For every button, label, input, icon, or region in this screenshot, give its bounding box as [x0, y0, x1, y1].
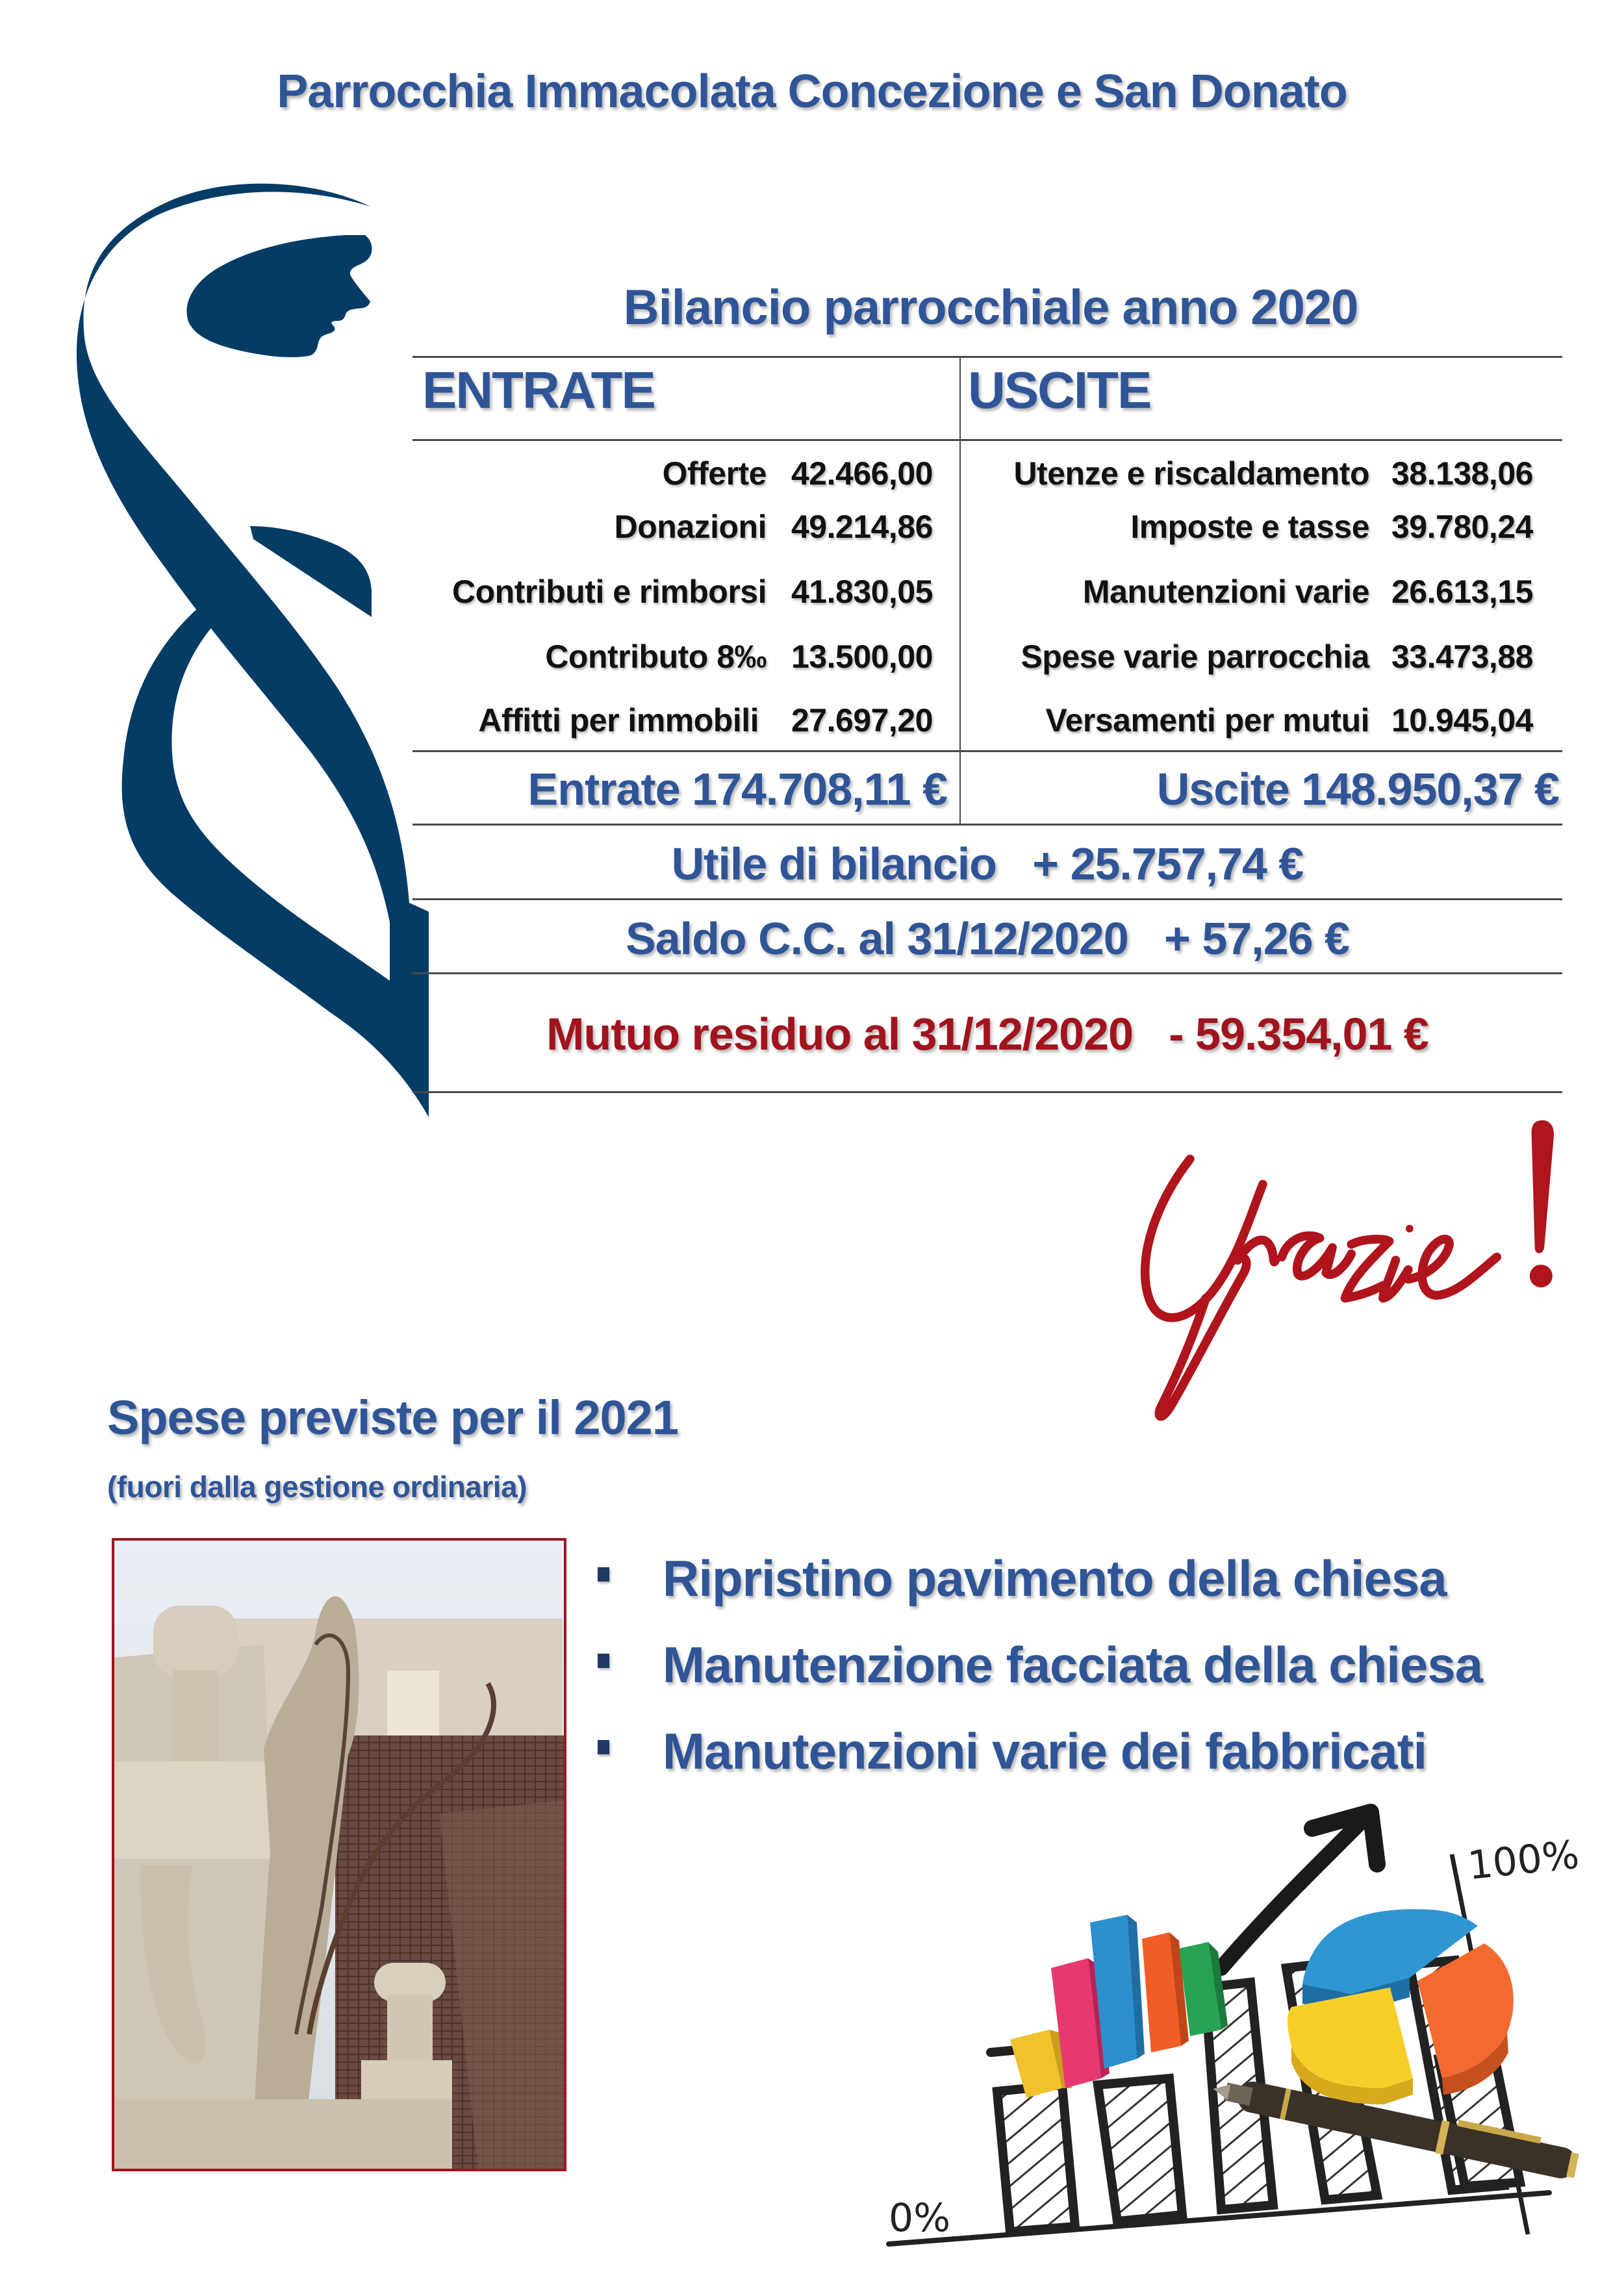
item-value: 27.697,20: [791, 702, 933, 738]
item-value: 49.214,86: [791, 509, 933, 545]
utile-di-bilancio: Utile di bilancio + 25.757,74 €: [671, 839, 1304, 889]
madonna-logo-icon: [65, 175, 429, 1117]
table-divider: [412, 1091, 1562, 1093]
entrate-heading: ENTRATE: [422, 361, 655, 419]
item-value: 39.780,24: [1391, 509, 1533, 545]
page-title: Parrocchia Immacolata Concezione e San Donato: [277, 66, 1347, 118]
table-divider: [412, 750, 1562, 752]
mutuo-residuo: Mutuo residuo al 31/12/2020 - 59.354,01 €: [546, 1009, 1428, 1059]
item-label: Utenze e riscaldamento: [1013, 455, 1369, 492]
item-value: 10.945,04: [1391, 702, 1533, 738]
axis-max-label: 100%: [1465, 1832, 1582, 1889]
balance-title: Bilancio parrocchiale anno 2020: [623, 280, 1358, 335]
axis-min-label: 0%: [889, 2195, 951, 2241]
square-bullet-icon: [598, 1740, 609, 1754]
table-divider: [412, 356, 1562, 358]
item-value: 41.830,05: [791, 574, 933, 610]
item-label: Contributi e rimborsi: [452, 574, 767, 610]
item-value: 42.466,00: [791, 455, 933, 492]
item-label: Imposte e tasse: [1130, 509, 1369, 545]
item-label: Donazioni: [614, 509, 767, 545]
uscite-heading: USCITE: [968, 361, 1151, 419]
growth-chart-illustration-icon: [870, 1793, 1611, 2286]
item-value: 38.138,06: [1391, 455, 1533, 492]
square-bullet-icon: [598, 1654, 609, 1668]
damaged-ornament-image-icon: [114, 1541, 564, 2169]
item-value: 13.500,00: [791, 638, 933, 675]
item-label: Offerte: [662, 455, 767, 492]
saldo-conto-corrente: Saldo C.C. al 31/12/2020 + 57,26 €: [626, 913, 1349, 964]
spese-previste-title: Spese previste per il 2021: [107, 1391, 678, 1444]
item-label: Contributo 8‰: [545, 638, 767, 675]
column-divider: [959, 356, 961, 824]
item-value: 33.473,88: [1391, 638, 1533, 675]
square-bullet-icon: [598, 1567, 609, 1582]
table-divider: [412, 972, 1562, 974]
item-label: Versamenti per mutui: [1045, 702, 1369, 738]
grazie-script-icon: [1117, 1104, 1598, 1429]
item-label: Manutenzioni varie: [1082, 574, 1369, 610]
table-divider: [412, 439, 1562, 441]
item-value: 26.613,15: [1391, 574, 1533, 610]
entrate-total: Entrate 174.708,11 €: [527, 764, 947, 814]
item-label: Affitti per immobili: [478, 702, 759, 738]
spese-previste-subtitle: (fuori dalla gestione ordinaria): [107, 1470, 527, 1504]
table-divider: [412, 824, 1562, 826]
item-label: Spese varie parrocchia: [1021, 638, 1369, 675]
table-divider: [412, 898, 1562, 900]
uscite-total: Uscite 148.950,37 €: [1156, 764, 1559, 814]
church-facade-photo: [112, 1538, 566, 2171]
